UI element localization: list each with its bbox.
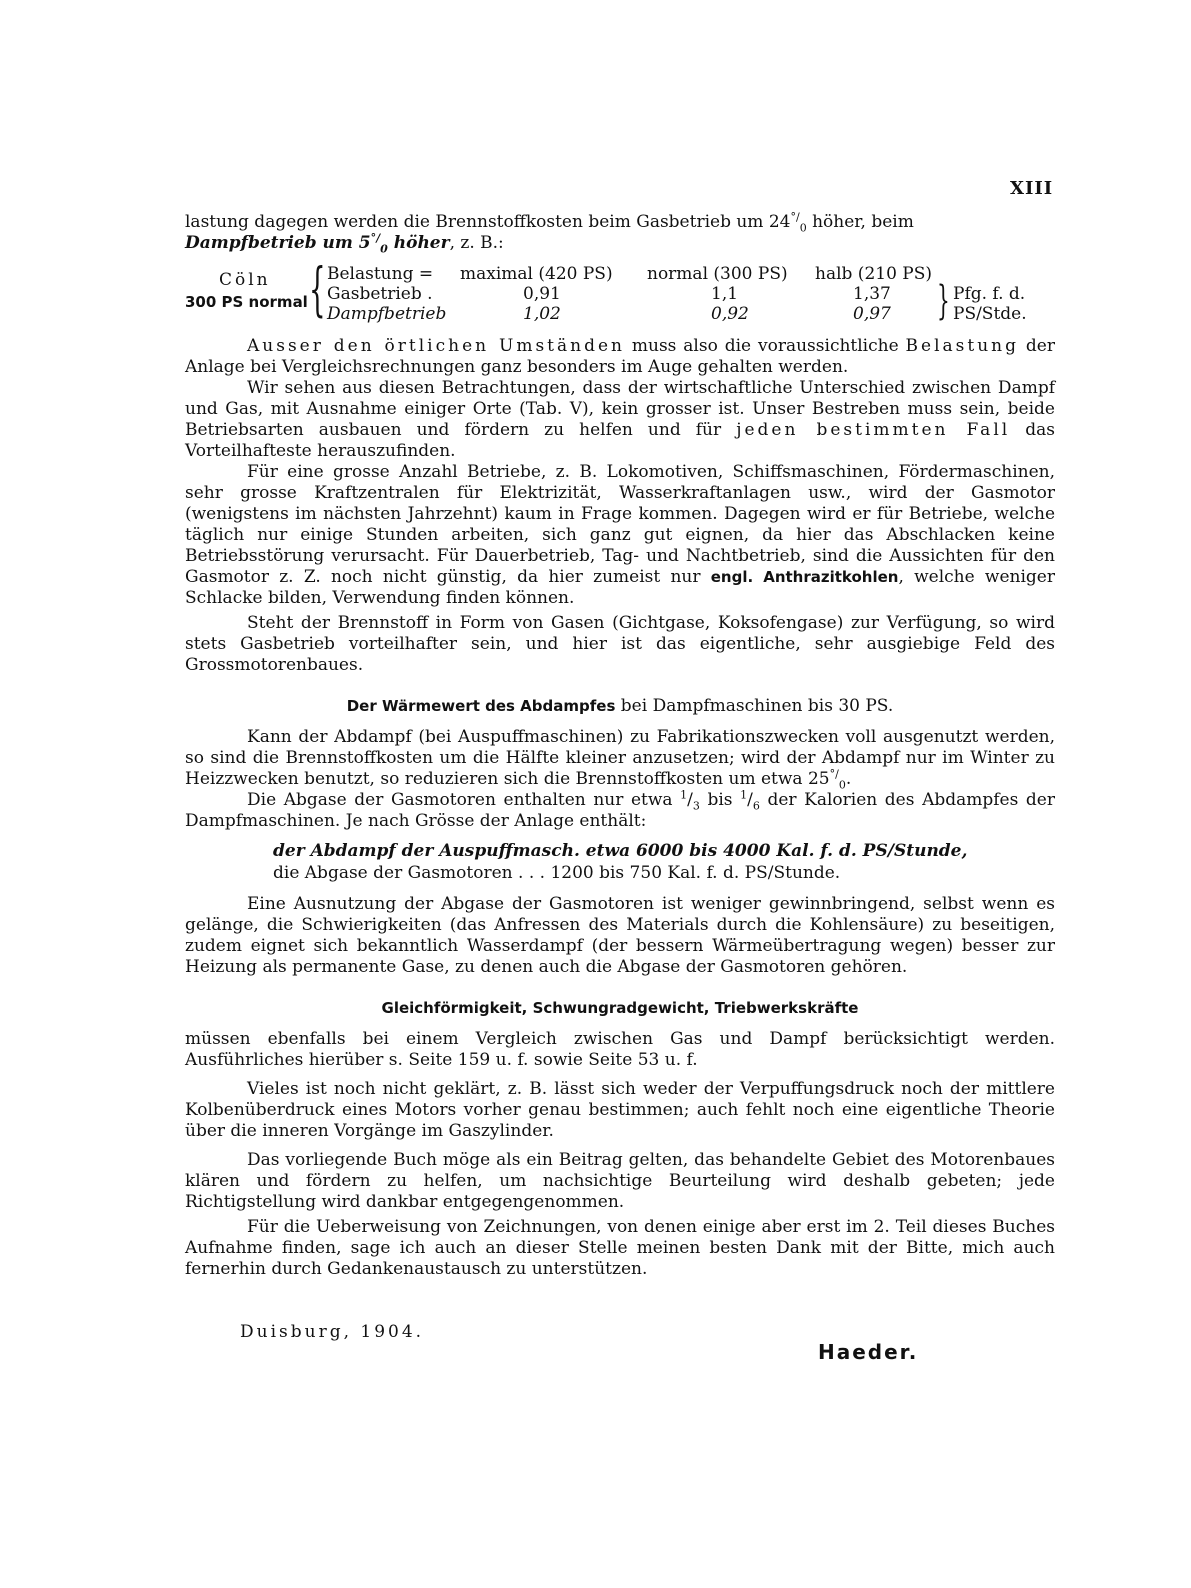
paragraph-betrachtungen: Wir sehen aus diesen Betrachtungen, dass der wirtschaftliche Unterschied zwischen Dampf und Gas, mit Ausnahme einiger Orte (Tab. V), kein grosser ist. Unser Bestreben muss sein, beide Betriebsarten ausbauen und fördern zu helfen und für jeden bestimmten Fall das Vorteilhafteste herauszufinden. — [185, 378, 1055, 461]
paragraph-abdampf: Kann der Abdampf (bei Auspuffmaschinen) zu Fabrikationszwecken voll ausgenutzt werden, so sind die Brennstoffkosten um die Hälfte kleiner anzusetzen; wird der Abdampf nur im Winter zu Heizzwecken benutzt, so reduzieren sich die Brennstoffkosten um etwa $25^{^\circ/}_0$. — [185, 727, 1055, 792]
steam-value-normal: 0,92 — [711, 304, 749, 324]
paragraph-gase: Steht der Brennstoff in Form von Gasen (Gichtgase, Koksofengase) zur Verfügung, so wird stets Gasbetrieb vorteilhafter sein, und hier ist das eigentliche, sehr ausgiebige Feld des Grossmotorenbaues. — [185, 613, 1055, 675]
place-date: Duisburg, 1904. — [240, 1322, 425, 1342]
intro-paragraph: lastung dagegen werden die Brennstoffkosten beim Gasbetrieb um $24^{^\circ/}_0$ höher, beim Dampfbetrieb um $5^{^\circ/}_0$ höher, z. B.: — [185, 210, 914, 256]
paragraph-belastung: Ausser den örtlichen Umständen muss also die voraussichtliche Belastung der Anlage bei Vergleichsrechnungen ganz besonders im Auge gehalten werden. — [185, 336, 1055, 377]
header-normal: normal (300 PS) — [647, 264, 788, 284]
paragraph-buch: Das vorliegende Buch möge als ein Beitrag gelten, das behandelte Gebiet des Motorenbaues klären und fördern zu helfen, um nachsichtige Beurteilung wird deshalb gebeten; jede Richtigstellung wird dankbar entgegengenommen. — [185, 1150, 1055, 1212]
city-label: Cöln — [219, 270, 271, 290]
gas-value-half: 1,37 — [853, 284, 891, 304]
unit-line-1: Pfg. f. d. — [953, 284, 1026, 304]
gas-label: Gasbetrieb . — [327, 284, 433, 304]
header-label: Belastung = — [327, 264, 434, 284]
left-brace: { — [309, 255, 326, 323]
gas-value-max: 0,91 — [523, 284, 561, 304]
paragraph-vergleich: müssen ebenfalls bei einem Vergleich zwischen Gas und Dampf berücksichtigt werden. Ausführliches hierüber s. Seite 159 u. f. sowie Seite 53 u. f. — [185, 1029, 1055, 1070]
intro-italic: Dampfbetrieb um $5^{^\circ/}_0$ höher — [185, 231, 450, 256]
steam-label: Dampfbetrieb — [327, 304, 447, 324]
main-text-column — [185, 212, 1055, 1280]
calorie-line-steam: der Abdampf der Auspuffmasch. etwa 6000 bis 4000 Kal. f. d. PS/Stunde, — [273, 841, 968, 861]
paragraph-dank: Für die Ueberweisung von Zeichnungen, von denen einige aber erst im 2. Teil dieses Buches Aufnahme finden, sage ich auch an dieser Stelle meinen besten Dank mit der Bitte, mich auch fernerhin durch Gedankenaustausch zu unterstützen. — [185, 1217, 1055, 1279]
header-half: halb (210 PS) — [815, 264, 933, 284]
steam-value-half: 0,97 — [853, 304, 891, 324]
steam-value-max: 1,02 — [523, 304, 561, 324]
calorie-values — [185, 840, 1055, 884]
heading-waermewert: Der Wärmewert des Abdampfes bei Dampfmaschinen bis 30 PS. — [346, 696, 894, 716]
calorie-line-gas: die Abgase der Gasmotoren . . . 1200 bis 750 Kal. f. d. PS/Stunde. — [273, 863, 841, 883]
page-number: XIII — [1010, 178, 1054, 199]
heading-gleichfoermigkeit: Gleichförmigkeit, Schwungradgewicht, Triebwerkskräfte — [381, 999, 859, 1017]
author-signature: Haeder. — [818, 1340, 919, 1364]
unit-line-2: PS/Stde. — [953, 304, 1027, 324]
header-max: maximal (420 PS) — [460, 264, 613, 284]
power-label: 300 PS normal — [185, 293, 308, 311]
gas-value-normal: 1,1 — [711, 284, 739, 304]
comparison-table — [185, 255, 1055, 328]
right-brace: } — [937, 278, 950, 324]
paragraph-abgase: Die Abgase der Gasmotoren enthalten nur etwa $^1/_3$ bis $^1/_6$ der Kalorien des Abdampfes der Dampfmaschinen. Je nach Grösse der Anlage enthält: — [185, 788, 1055, 831]
paragraph-ausnutzung: Eine Ausnutzung der Abgase der Gasmotoren ist weniger gewinnbringend, selbst wenn es gelänge, die Schwierigkeiten (das Anfressen des Materials durch die Kohlensäure) zu beseitigen, zudem eignet sich bekanntlich Wasserdampf (der bessern Wärmeübertragung wegen) besser zur Heizung als permanente Gase, zu denen auch die Abgase der Gasmotoren gehören. — [185, 894, 1055, 977]
paragraph-geklaert: Vieles ist noch nicht geklärt, z. B. lässt sich weder der Verpuffungsdruck noch der mittlere Kolbenüberdruck eines Motors vorher genau bestimmen; auch fehlt noch eine eigentliche Theorie über die inneren Vorgänge im Gaszylinder. — [185, 1079, 1055, 1141]
paragraph-betriebe: Für eine grosse Anzahl Betriebe, z. B. Lokomotiven, Schiffsmaschinen, Fördermaschinen, sehr grosse Kraftzentralen für Elektrizität, Wasserkraftanlagen usw., wird der Gasmotor (wenigstens im nächsten Jahrzehnt) kaum in Frage kommen. Dagegen wird er für Betriebe, welche täglich nur einige Stunden arbeiten, sich ganz gut eignen, da hier das Abschlacken keine Betriebsstörung verursacht. Für Dauerbetrieb, Tag- und Nachtbetrieb, sind die Aussichten für den Gasmotor z. Z. noch nicht günstig, da hier zumeist nur engl. Anthrazitkohlen, welche weniger Schlacke bilden, Verwendung finden können. — [185, 462, 1055, 608]
